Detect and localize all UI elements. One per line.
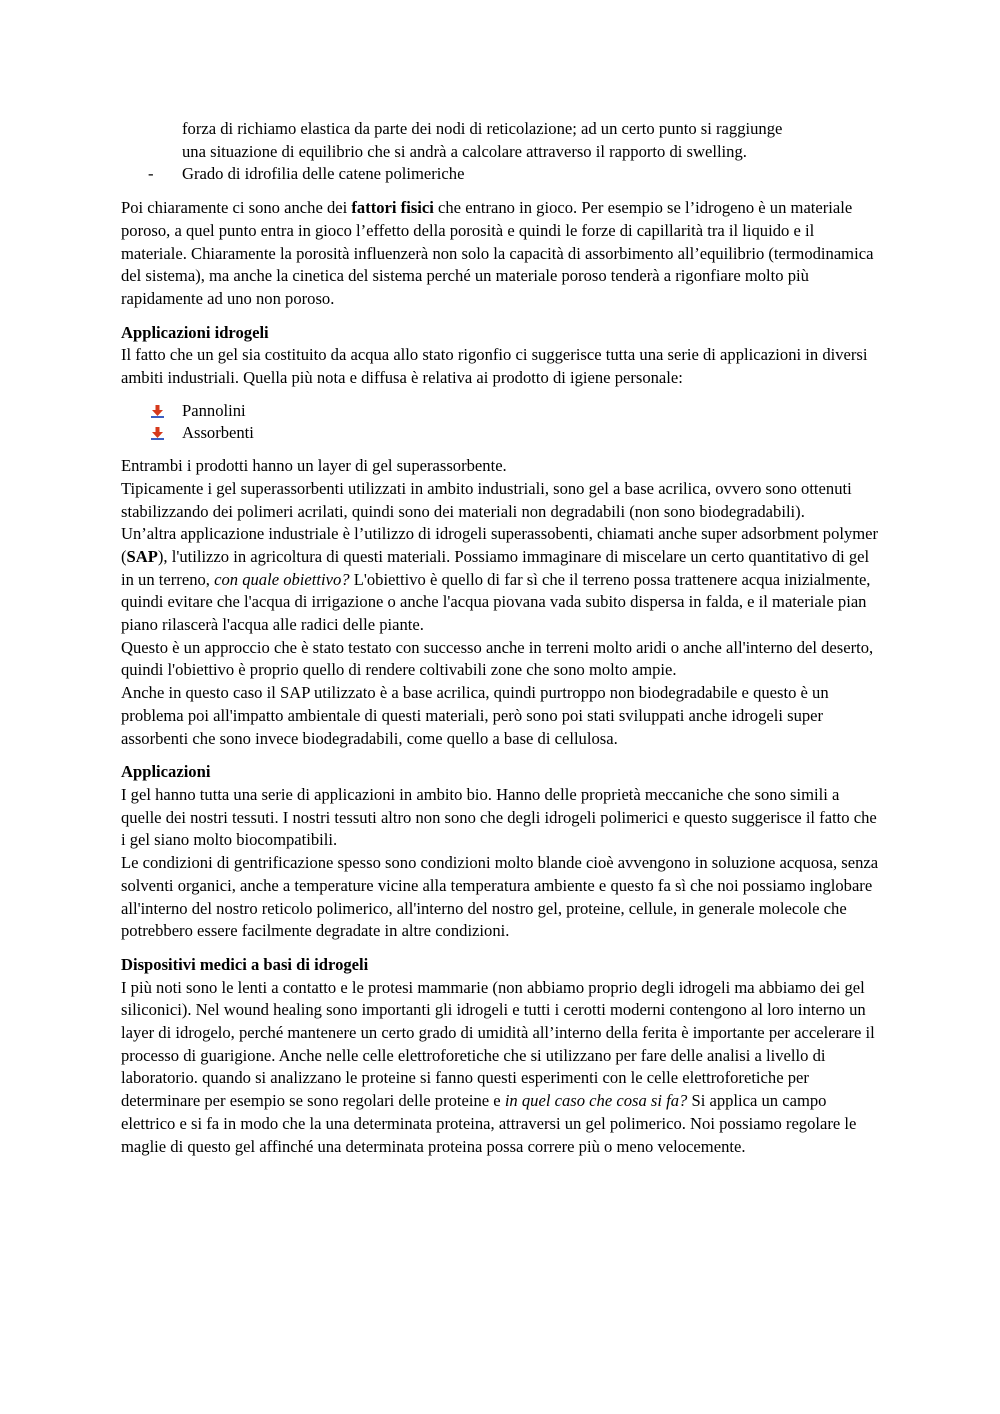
paragraph-intro: Il fatto che un gel sia costituito da acqua allo stato rigonfio ci suggerisce tutta una serie di applicazioni in diversi ambiti industriali. Quella più nota e diffusa è relativa ai prodotto di igiene personale: — [121, 345, 868, 388]
text-segment: Un’altra applicazione industriale è l’utilizzo di idrogeli superassobenti, chiamati anche super adsorbment polymer ( — [121, 524, 879, 566]
section-heading-dispositivi-medici: Dispositivi medici a basi di idrogeli — [121, 954, 369, 974]
italic-question: con quale obiettivo? — [214, 569, 350, 589]
paragraph-gel-conditions: Le condizioni di gentrificazione spesso sono condizioni molto blande cioè avvengono in soluzione acquosa, senza solventi organici, anche a temperature vicine alla temperatura ambiente e questo fa sì che noi possiamo inglobare all'interno del nostro reticolo polimerico, all'interno del nostro gel, proteine, cellule, in generale molecole che potrebbero essere facilmente degradate in altre condizioni. — [121, 853, 879, 941]
paragraph-desert: Questo è un approccio che è stato testato con successo anche in terreni molto aridi o anche all'interno del deserto, quindi l'obiettivo è proprio quello di rendere coltivabili zone che sono molto ampie. — [121, 637, 874, 680]
italic-question: in quel caso che cosa si fa? — [504, 1091, 688, 1111]
text-segment: che entrano in gioco. Per esempio se l’idrogeno è un materiale poroso, a quel punto entra in gioco l’effetto della porosità e quindi le forze di capillarità tra il liquido e il materiale. Chiaramente la porosità influenzerà non solo la capacità di assorbimento all’equilibrio (termodinamica del sistema), ma anche la cinetica del sistema perché un materiale poroso tenderà a rigonfiare molto più rapidamente ad uno non poroso. — [121, 198, 874, 308]
paragraph-acrylic-gels: Tipicamente i gel superassorbenti utilizzati in ambito industriali, sono gel a base acrilica, ovvero sono ottenuti stabilizzando dei polimeri acrilati, quindi sono dei materiali non degradabili (non sono biodegradabili). — [121, 478, 852, 521]
text-segment: ), l'utilizzo in agricoltura di questi materiali. Possiamo immaginare di miscelare un certo quantitativo di gel in un terreno, — [121, 546, 870, 589]
text-segment: Si applica un campo elettrico e si fa in modo che la una determinata proteina, attraversi un gel polimerico. Noi possiamo regolare le maglie di questo gel affinché una determinata proteina possa correre più o meno velocemente. — [121, 1091, 857, 1156]
continuation-line-1: forza di richiamo elastica da parte dei nodi di reticolazione; ad un certo punto si raggiunge — [182, 119, 783, 138]
bold-term: SAP — [126, 546, 158, 566]
section-heading-applicazioni: Applicazioni — [121, 762, 211, 782]
bullet-text: Pannolini — [182, 400, 246, 420]
text-segment: Poi chiaramente ci sono anche dei — [121, 198, 352, 218]
paragraph-bio-applications: I gel hanno tutta una serie di applicazioni in ambito bio. Hanno delle proprietà meccaniche che sono simili a quelle dei nostri tessuti. I nostri tessuti altro non sono che degli idrogeli polimerici e questo suggerisce il fatto che i gel siano molto biocompatibili. — [121, 784, 877, 850]
dash-list-item — [121, 163, 881, 186]
paragraph-physical-factors — [121, 197, 881, 311]
text-segment: I più noti sono le lenti a contatto e le protesi mammarie (non abbiamo proprio degli idrogeli ma abbiamo dei gel siliconici). Nel wound healing sono importanti gli idrogeli e tutti i cerotti moderni contengono al loro interno un layer di idrogelo, perché mantenere un certo grado di umidità all’interno della ferita è importante per accelerare il processo di guarigione. Anche nelle celle elettroforetiche che si utilizzano per fare delle analisi a livello di laboratorio. quando si analizzano le proteine si fanno questi esperimenti con le celle elettroforetiche per determinare per esempio se sono regolari delle proteine e — [121, 977, 875, 1111]
section-heading-applicazioni-idrogeli: Applicazioni idrogeli — [121, 322, 269, 342]
list-item — [121, 422, 881, 445]
bullet-list — [121, 400, 881, 445]
paragraph-sap — [121, 523, 881, 637]
dash-item-text: Grado di idrofilia delle catene polimeriche — [182, 164, 465, 184]
paragraph-medical-devices — [121, 977, 881, 1159]
paragraph-layer: Entrambi i prodotti hanno un layer di gel superassorbente. — [121, 456, 507, 476]
list-item — [121, 400, 881, 423]
dash-marker: - — [148, 164, 154, 184]
bold-term: fattori fisici — [351, 198, 434, 218]
bullet-text: Assorbenti — [182, 423, 254, 443]
text-segment: L'obiettivo è quello di far sì che il terreno possa trattenere acqua inizialmente, quindi evitare che l'acqua di irrigazione o anche l'acqua piovana vada subito dispersa in falda, e il materiale pian piano rilascerà l'acqua alle radici delle piante. — [121, 569, 871, 635]
arrow-bullet-icon — [151, 427, 164, 440]
arrow-bullet-icon — [151, 405, 164, 418]
continuation-line-2: una situazione di equilibrio che si andrà a calcolare attraverso il rapporto di swelling. — [182, 141, 747, 161]
paragraph-acrylic-sap: Anche in questo caso il SAP utilizzato è a base acrilica, quindi purtroppo non biodegradabile e questo è un problema poi all'impatto ambientale di questi materiali, però sono poi stati sviluppati anche idrogeli super assorbenti che sono invece biodegradabili, come quello a base di cellulosa. — [121, 683, 829, 748]
document-page — [121, 118, 881, 1158]
